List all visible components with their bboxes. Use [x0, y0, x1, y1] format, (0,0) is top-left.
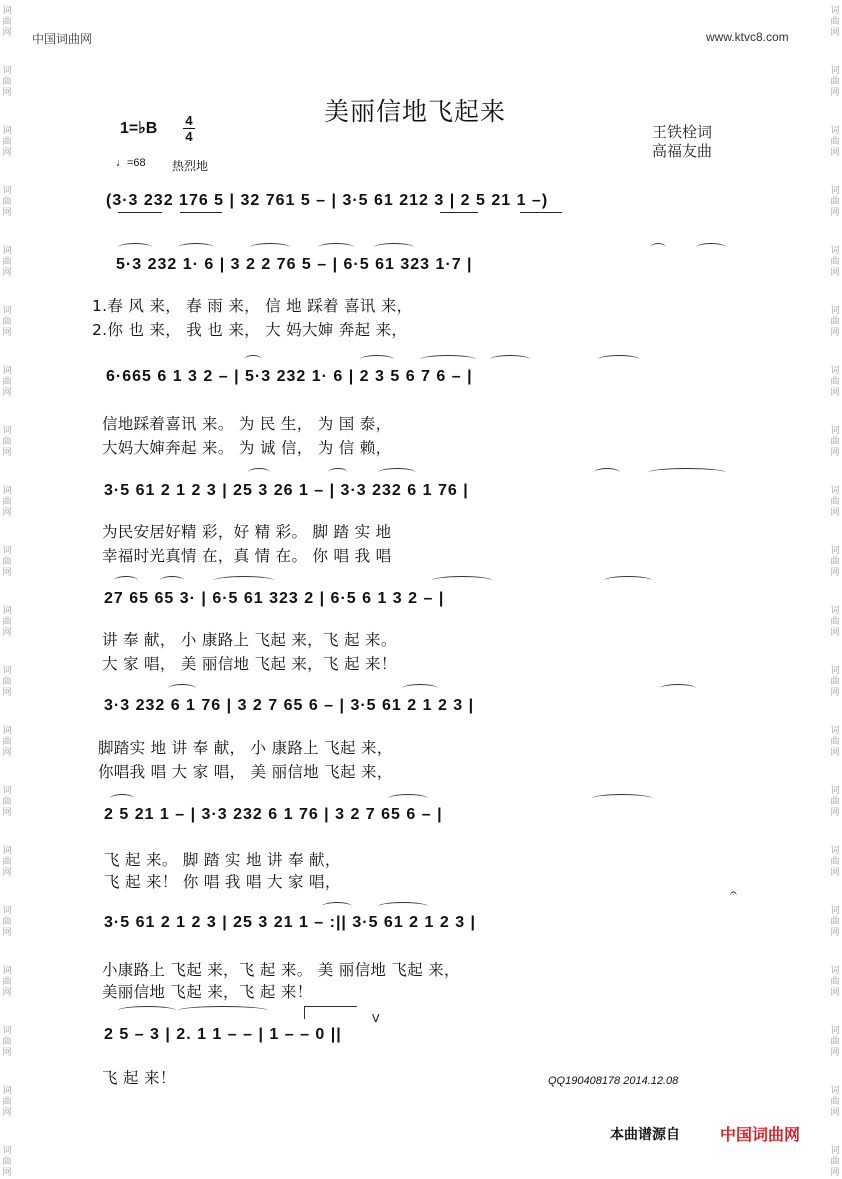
watermark-text: 词 曲 网 — [2, 1026, 12, 1058]
score-line-8-lyrics-verse-2: 美丽信地 飞起 来，飞 起 来！ — [102, 983, 313, 1001]
watermark-text: 词 曲 网 — [830, 906, 840, 938]
score-line-8-notes: 3·5 61 2 1 2 3 | 25 3 21 1 – :|| 3·5 61 2 1 2 3 | — [104, 914, 477, 931]
watermark-text: 词 曲 网 — [2, 66, 12, 98]
watermark-text: 词 曲 网 — [2, 1146, 12, 1178]
score-line-9-notes: 2 5 – 3 | 2. 1 1 – – | 1 – – 0 || — [104, 1026, 342, 1043]
breath-mark-icon: V — [372, 1012, 380, 1025]
time-signature — [183, 114, 195, 143]
watermark-text: 词 曲 网 — [830, 846, 840, 878]
watermark-column-left — [0, 0, 14, 1178]
score-line-1-notes: (3·3 232 176 5 | 32 761 5 – | 3·5 61 212 3 | 2 5 21 1 –) — [106, 192, 549, 209]
score-line-5-lyrics-verse-1: 讲 奉 献， 小 康路上 飞起 来，飞 起 来。 — [102, 631, 397, 649]
watermark-text: 词 曲 网 — [2, 246, 12, 278]
watermark-text: 词 曲 网 — [830, 726, 840, 758]
watermark-text: 词 曲 网 — [830, 306, 840, 338]
score-line-5-notes: 27 65 65 3· | 6·5 61 323 2 | 6·5 6 1 3 2 – | — [104, 590, 445, 607]
watermark-text: 词 曲 网 — [2, 786, 12, 818]
score-line-2-lyrics-verse-1: 1.春 风 来， 春 雨 来， 信 地 踩着 喜讯 来， — [92, 297, 413, 315]
expression-marking: 热烈地 — [172, 159, 209, 173]
score-line-4-notes: 3·5 61 2 1 2 3 | 25 3 26 1 – | 3·3 232 6 1 76 | — [104, 482, 469, 499]
watermark-text: 词 曲 网 — [2, 186, 12, 218]
arranger-signature: QQ190408178 2014.12.08 — [548, 1075, 679, 1087]
watermark-text: 词 曲 网 — [2, 546, 12, 578]
watermark-text: 词 曲 网 — [2, 486, 12, 518]
watermark-text: 词 曲 网 — [2, 846, 12, 878]
composer-credit: 高福友曲 — [652, 142, 713, 160]
watermark-text: 词 曲 网 — [2, 306, 12, 338]
watermark-text: 词 曲 网 — [2, 1086, 12, 1118]
time-signature-top: 4 — [185, 113, 193, 128]
score-line-8-lyrics-verse-1: 小康路上 飞起 来，飞 起 来。 美 丽信地 飞起 来， — [102, 961, 460, 979]
watermark-text: 词 曲 网 — [2, 6, 12, 38]
site-name-left: 中国词曲网 — [32, 32, 93, 46]
score-line-6-lyrics-verse-2: 你唱我 唱 大 家 唱， 美 丽信地 飞起 来， — [98, 763, 393, 781]
score-line-7-lyrics-verse-1: 飞 起 来。 脚 踏 实 地 讲 奉 献， — [104, 851, 341, 869]
watermark-text: 词 曲 网 — [2, 366, 12, 398]
score-line-2-notes: 5·3 232 1· 6 | 3 2 2 76 5 – | 6·5 61 323 1·7 | — [116, 256, 473, 273]
lyricist-credit: 王铁栓词 — [652, 123, 713, 141]
score-line-3-notes: 6·665 6 1 3 2 – | 5·3 232 1· 6 | 2 3 5 6 7 6 – | — [106, 368, 473, 385]
score-line-4-lyrics-verse-2: 幸福时光真情 在，真 情 在。 你 唱 我 唱 — [102, 547, 392, 565]
watermark-text: 词 曲 网 — [830, 1086, 840, 1118]
fermata-icon: 𝄐 — [730, 886, 737, 900]
watermark-text: 词 曲 网 — [830, 426, 840, 458]
watermark-text: 词 曲 网 — [2, 666, 12, 698]
volta-bracket — [304, 1006, 357, 1019]
watermark-text: 词 曲 网 — [830, 126, 840, 158]
watermark-text: 词 曲 网 — [830, 1146, 840, 1178]
watermark-text: 词 曲 网 — [2, 906, 12, 938]
watermark-text: 词 曲 网 — [2, 606, 12, 638]
score-line-9-lyrics: 飞 起 来！ — [102, 1069, 176, 1087]
watermark-text: 词 曲 网 — [2, 126, 12, 158]
watermark-text: 词 曲 网 — [830, 66, 840, 98]
watermark-text: 词 曲 网 — [830, 546, 840, 578]
score-line-3-lyrics-verse-1: 信地踩着喜讯 来。 为 民 生， 为 国 泰， — [102, 415, 392, 433]
score-line-5-lyrics-verse-2: 大 家 唱， 美 丽信地 飞起 来，飞 起 来！ — [102, 655, 397, 673]
watermark-text: 词 曲 网 — [830, 186, 840, 218]
watermark-text: 词 曲 网 — [830, 6, 840, 38]
watermark-column-right — [828, 0, 842, 1178]
tempo-marking: ♩=68 — [116, 157, 146, 169]
score-line-6-lyrics-verse-1: 脚踏实 地 讲 奉 献， 小 康路上 飞起 来， — [98, 739, 393, 757]
watermark-text: 词 曲 网 — [830, 606, 840, 638]
time-signature-bottom: 4 — [185, 129, 193, 144]
song-title: 美丽信地飞起来 — [324, 97, 507, 126]
watermark-text: 词 曲 网 — [830, 966, 840, 998]
score-line-7-lyrics-verse-2: 飞 起 来！ 你 唱 我 唱 大 家 唱， — [104, 873, 341, 891]
brand-logo-text[interactable]: 中国词曲网 — [720, 1125, 801, 1144]
score-line-7-notes: 2 5 21 1 – | 3·3 232 6 1 76 | 3 2 7 65 6 – | — [104, 806, 443, 823]
score-line-3-lyrics-verse-2: 大妈大婶奔起 来。 为 诚 信， 为 信 赖， — [102, 439, 392, 457]
watermark-text: 词 曲 网 — [830, 666, 840, 698]
watermark-text: 词 曲 网 — [830, 366, 840, 398]
watermark-text: 词 曲 网 — [2, 726, 12, 758]
watermark-text: 词 曲 网 — [2, 426, 12, 458]
key-signature: 1=♭B — [120, 120, 158, 137]
watermark-text: 词 曲 网 — [830, 786, 840, 818]
watermark-text: 词 曲 网 — [830, 486, 840, 518]
score-line-4-lyrics-verse-1: 为民安居好精 彩，好 精 彩。 脚 踏 实 地 — [102, 523, 392, 541]
source-label: 本曲谱源自 — [610, 1127, 680, 1143]
watermark-text: 词 曲 网 — [830, 246, 840, 278]
score-line-2-lyrics-verse-2: 2.你 也 来， 我 也 来， 大 妈大婶 奔起 来， — [92, 321, 408, 339]
score-line-6-notes: 3·3 232 6 1 76 | 3 2 7 65 6 – | 3·5 61 2 1 2 3 | — [104, 697, 475, 714]
watermark-text: 词 曲 网 — [2, 966, 12, 998]
watermark-text: 词 曲 网 — [830, 1026, 840, 1058]
site-url-right: www.ktvc8.com — [706, 30, 789, 44]
